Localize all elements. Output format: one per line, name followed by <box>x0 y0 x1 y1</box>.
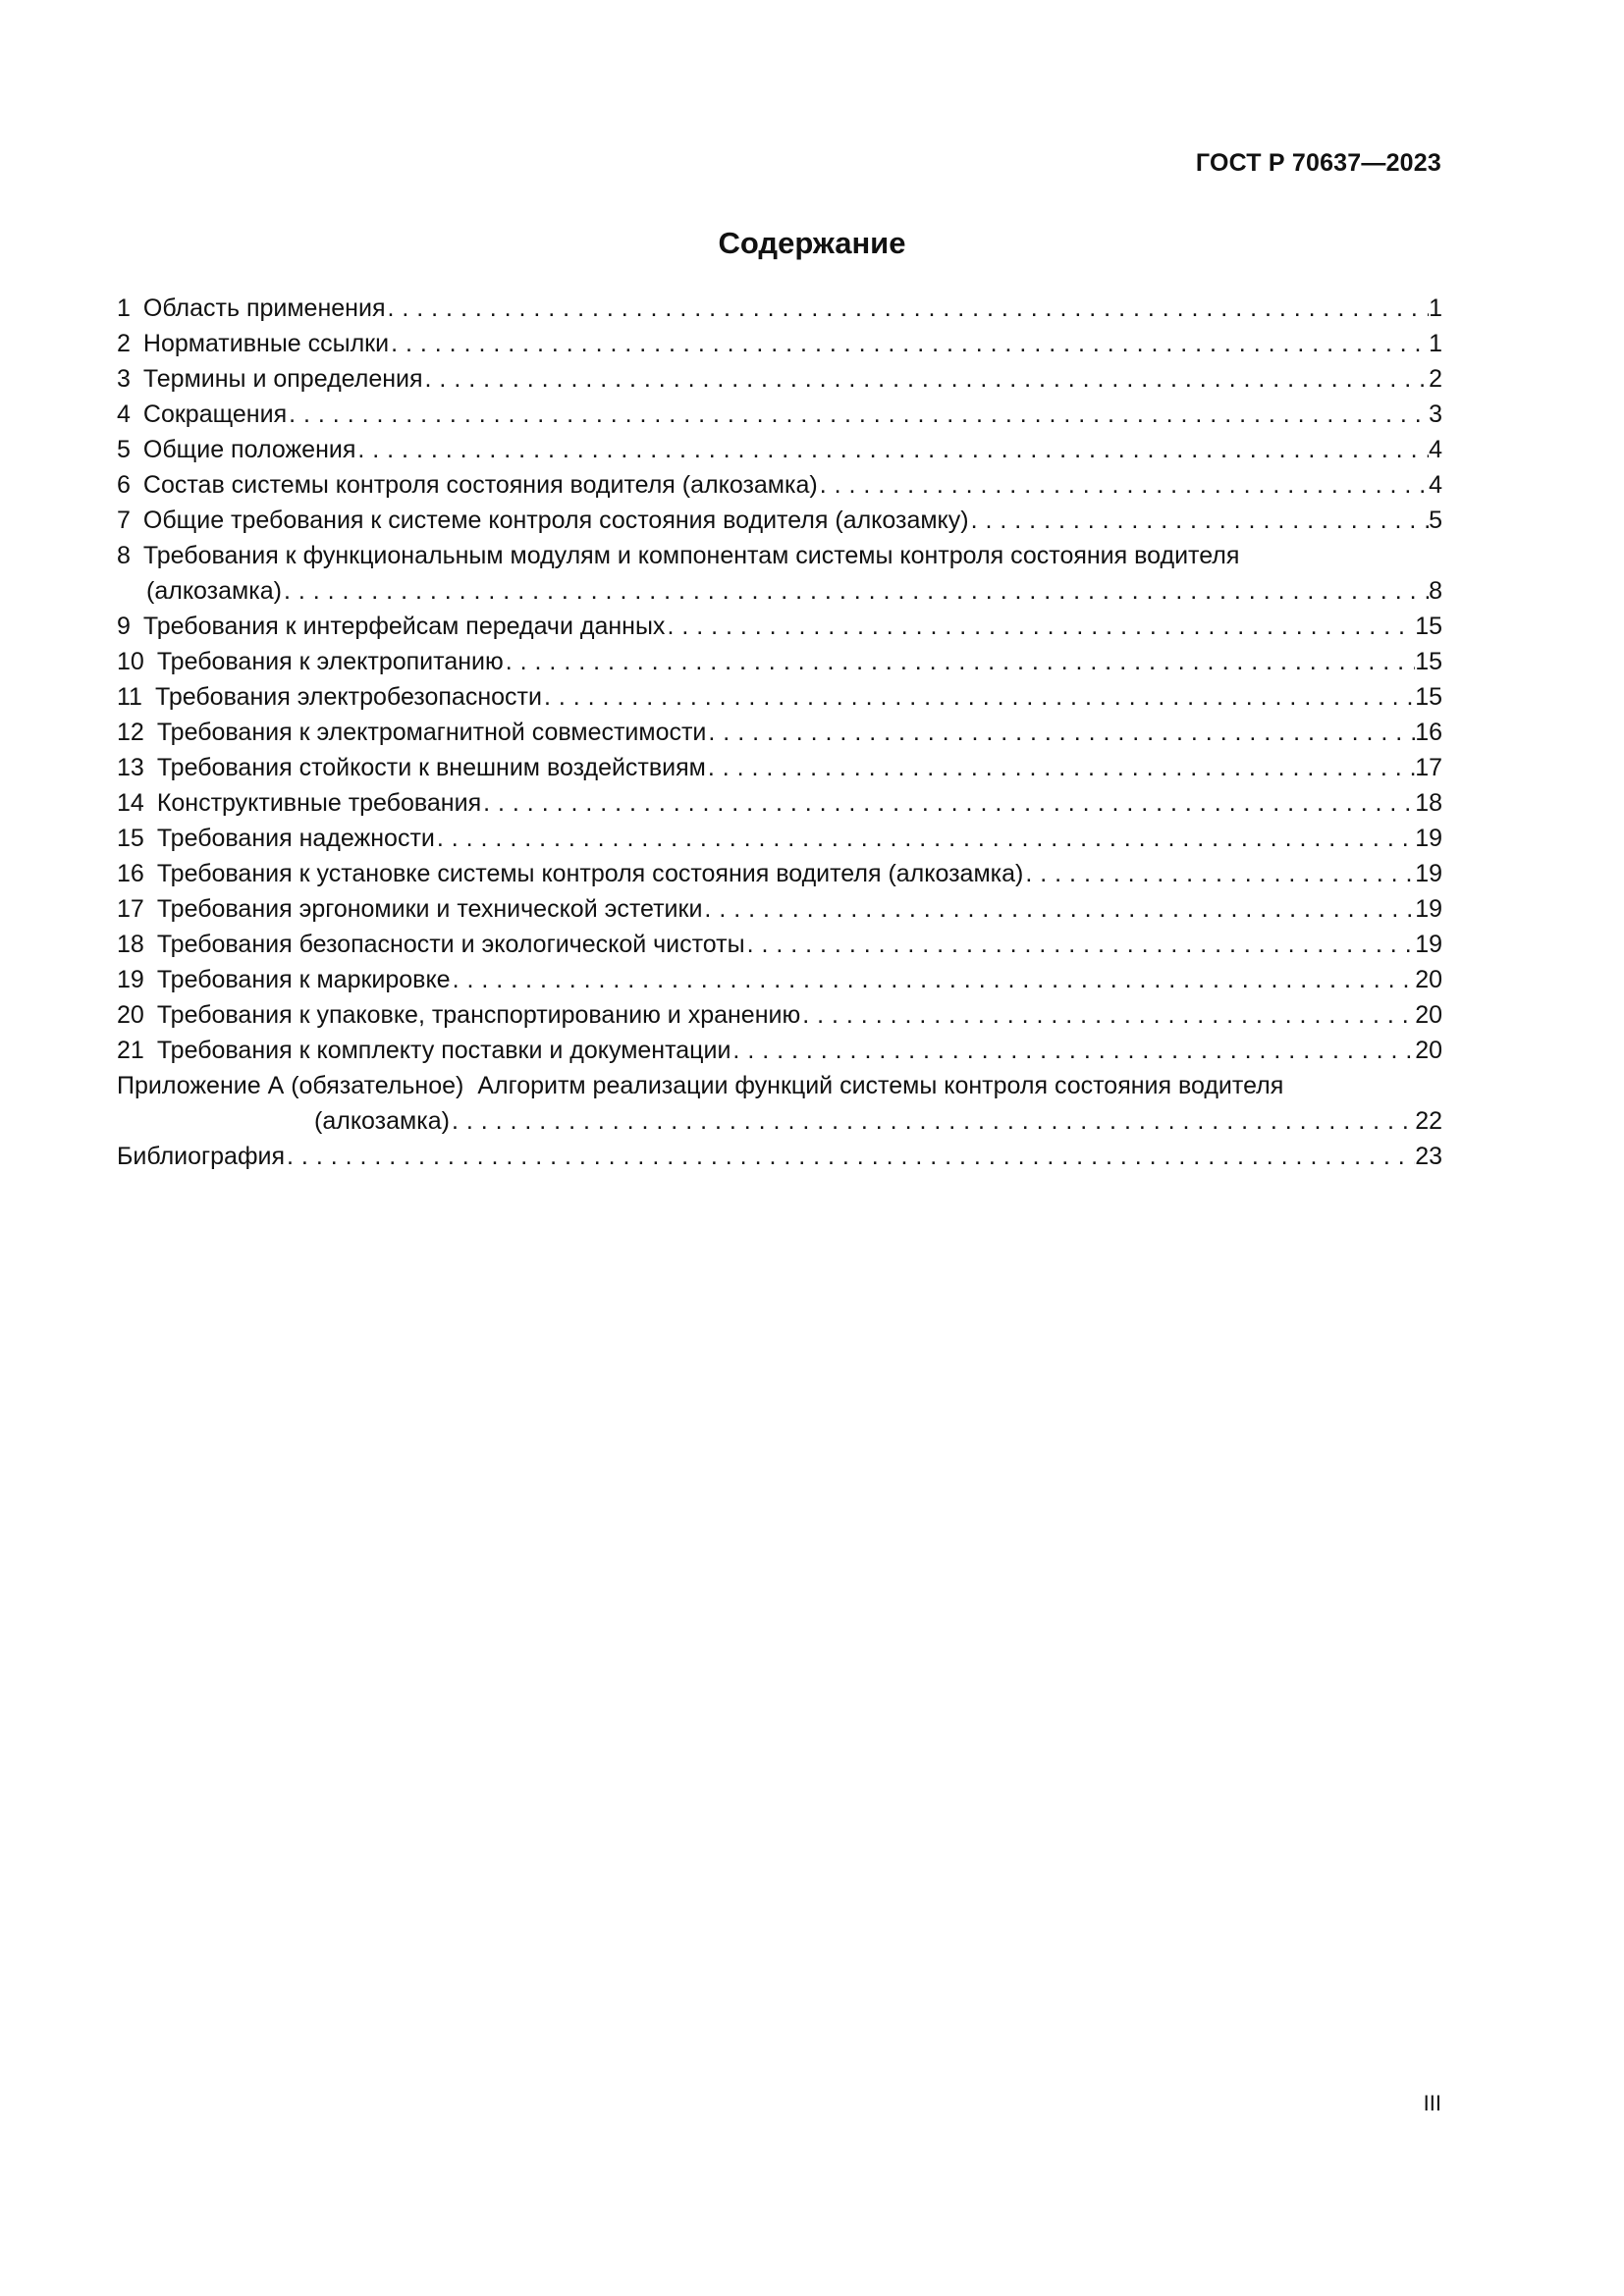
toc-entry-7[interactable] <box>117 503 1442 538</box>
toc-entry-label: Область применения <box>142 294 386 322</box>
toc-entry-17[interactable] <box>117 891 1442 927</box>
toc-entry-8[interactable] <box>117 538 1442 609</box>
toc-entry-19[interactable] <box>117 962 1442 997</box>
toc-entry-number: 3 <box>117 365 131 393</box>
toc-entry-12[interactable] <box>117 715 1442 750</box>
toc-entry-number: 13 <box>117 754 144 781</box>
appendix-label-line1: Алгоритм реализации функций системы контроля состояния водителя <box>477 1072 1284 1099</box>
toc-entry-page: 20 <box>1415 966 1442 993</box>
toc-entry-label: Требования электробезопасности <box>154 683 542 711</box>
toc-entry-label: Общие положения <box>142 436 356 463</box>
dot-leader <box>969 503 1429 538</box>
toc-entry-number: 20 <box>117 1001 144 1029</box>
toc-entry-number: 19 <box>117 966 144 993</box>
toc-entry-number: 11 <box>117 683 142 711</box>
toc-entry-label: Требования к электромагнитной совместимости <box>156 719 707 746</box>
toc-entry-label: Нормативные ссылки <box>142 330 390 357</box>
dot-leader <box>285 1139 1415 1174</box>
toc-entry-page: 16 <box>1415 719 1442 746</box>
toc-entry-11[interactable] <box>117 679 1442 715</box>
toc-entry-bibliography[interactable] <box>117 1139 1442 1174</box>
toc-entry-page: 23 <box>1415 1143 1442 1170</box>
toc-entry-number: 5 <box>117 436 131 463</box>
toc-entry-label: Требования к интерфейсам передачи данных <box>142 613 666 640</box>
toc-entry-10[interactable] <box>117 644 1442 679</box>
appendix-label-line2: (алкозамка) <box>314 1107 450 1135</box>
toc-entry-page: 5 <box>1429 507 1442 534</box>
toc-entry-page: 19 <box>1415 860 1442 887</box>
dot-leader <box>504 644 1415 679</box>
toc-entry-page: 15 <box>1415 683 1442 711</box>
toc-entry-1[interactable] <box>117 291 1442 326</box>
dot-leader <box>745 927 1416 962</box>
toc-entry-20[interactable] <box>117 997 1442 1033</box>
toc-entry-number: 17 <box>117 895 144 923</box>
toc-entry-label: Термины и определения <box>142 365 423 393</box>
toc-entry-6[interactable] <box>117 467 1442 503</box>
toc-entry-page: 18 <box>1415 789 1442 817</box>
toc-entry-16[interactable] <box>117 856 1442 891</box>
dot-leader <box>435 821 1415 856</box>
toc-entry-page: 15 <box>1415 613 1442 640</box>
toc-entry-page: 19 <box>1415 931 1442 958</box>
toc-entry-label: Требования безопасности и экологической чистоты <box>156 931 745 958</box>
toc-entry-label: Общие требования к системе контроля состояния водителя (алкозамку) <box>142 507 969 534</box>
toc-entry-number: 7 <box>117 507 131 534</box>
dot-leader <box>702 891 1415 927</box>
toc-entry-number: 10 <box>117 648 144 675</box>
toc-entry-page: 3 <box>1429 400 1442 428</box>
toc-entry-4[interactable] <box>117 397 1442 432</box>
dot-leader <box>423 361 1430 397</box>
toc-entry-label: Требования к комплекту поставки и документации <box>156 1037 731 1064</box>
toc-entry-number: 14 <box>117 789 144 817</box>
toc-entry-21[interactable] <box>117 1033 1442 1068</box>
toc-entry-page: 15 <box>1415 648 1442 675</box>
dot-leader <box>706 715 1415 750</box>
toc-entry-9[interactable] <box>117 609 1442 644</box>
toc-entry-label: Требования к установке системы контроля состояния водителя (алкозамка) <box>156 860 1024 887</box>
toc-entry-page: 1 <box>1429 294 1442 322</box>
toc-entry-number: 15 <box>117 825 144 852</box>
dot-leader <box>287 397 1429 432</box>
toc-entry-13[interactable] <box>117 750 1442 785</box>
toc-entry-page: 2 <box>1429 365 1442 393</box>
dot-leader <box>800 997 1415 1033</box>
toc-entry-label: Требования стойкости к внешним воздействиям <box>156 754 706 781</box>
dot-leader <box>282 573 1429 609</box>
page-number: III <box>1423 2091 1441 2115</box>
toc-entry-page: 22 <box>1415 1107 1442 1135</box>
dot-leader <box>481 785 1415 821</box>
toc-entry-page: 4 <box>1429 436 1442 463</box>
toc-entry-label: Библиография <box>117 1143 286 1170</box>
dot-leader <box>389 326 1429 361</box>
toc-entry-label: Конструктивные требования <box>156 789 482 817</box>
toc-entry-number: 18 <box>117 931 144 958</box>
toc-entry-2[interactable] <box>117 326 1442 361</box>
toc-entry-label: Требования эргономики и технической эстетики <box>156 895 703 923</box>
toc-entry-label: Требования к маркировке <box>156 966 451 993</box>
toc-entry-page: 20 <box>1415 1037 1442 1064</box>
toc-entry-number: 4 <box>117 400 131 428</box>
toc-entry-5[interactable] <box>117 432 1442 467</box>
dot-leader <box>731 1033 1415 1068</box>
dot-leader <box>385 291 1429 326</box>
toc-entry-label: Требования надежности <box>156 825 435 852</box>
dot-leader <box>450 1103 1415 1139</box>
toc-entry-3[interactable] <box>117 361 1442 397</box>
toc-entry-page: 19 <box>1415 825 1442 852</box>
dot-leader <box>1023 856 1415 891</box>
toc-entry-number: 21 <box>117 1037 144 1064</box>
toc-entry-appendix-a[interactable] <box>117 1068 1442 1139</box>
toc-entry-14[interactable] <box>117 785 1442 821</box>
standard-designation: ГОСТ Р 70637—2023 <box>1195 149 1441 177</box>
dot-leader <box>818 467 1429 503</box>
toc-entry-page: 19 <box>1415 895 1442 923</box>
table-of-contents <box>117 291 1442 1174</box>
toc-entry-label-line2: (алкозамка) <box>146 577 282 605</box>
toc-entry-18[interactable] <box>117 927 1442 962</box>
toc-entry-page: 17 <box>1415 754 1442 781</box>
toc-entry-label: Состав системы контроля состояния водителя (алкозамка) <box>142 471 818 499</box>
dot-leader <box>665 609 1415 644</box>
toc-entry-label: Сокращения <box>142 400 288 428</box>
dot-leader <box>542 679 1415 715</box>
toc-entry-number: 16 <box>117 860 144 887</box>
toc-entry-label: Требования к упаковке, транспортированию и хранению <box>156 1001 801 1029</box>
page-title: Содержание <box>718 226 906 260</box>
toc-entry-page: 1 <box>1429 330 1442 357</box>
dot-leader <box>355 432 1429 467</box>
toc-entry-number: 9 <box>117 613 131 640</box>
toc-entry-label: Требования к электропитанию <box>156 648 504 675</box>
toc-entry-15[interactable] <box>117 821 1442 856</box>
toc-entry-number: 2 <box>117 330 131 357</box>
toc-entry-number: 1 <box>117 294 131 322</box>
appendix-prefix: Приложение А (обязательное) <box>117 1072 464 1099</box>
toc-entry-number: 12 <box>117 719 144 746</box>
toc-entry-label-line1: Требования к функциональным модулям и компонентам системы контроля состояния водителя <box>142 542 1240 569</box>
toc-entry-number: 6 <box>117 471 131 499</box>
toc-entry-page: 20 <box>1415 1001 1442 1029</box>
dot-leader <box>706 750 1415 785</box>
toc-entry-page: 8 <box>1429 577 1442 605</box>
toc-entry-page: 4 <box>1429 471 1442 499</box>
dot-leader <box>451 962 1416 997</box>
toc-entry-number: 8 <box>117 542 131 569</box>
